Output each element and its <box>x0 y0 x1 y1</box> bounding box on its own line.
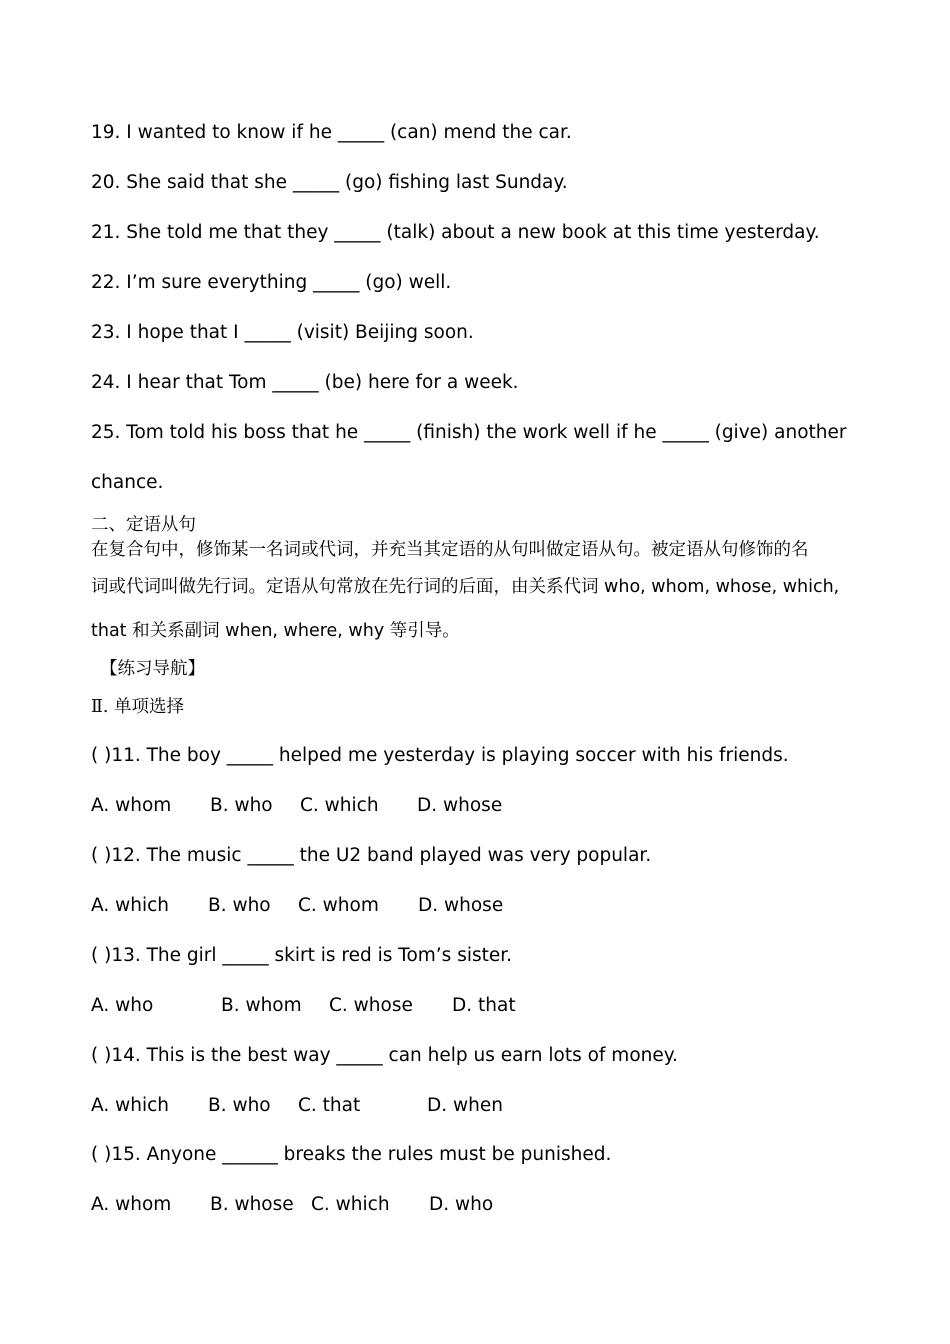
option-b: B. who <box>210 795 273 816</box>
exercise-item-19: 19. I wanted to know if he _____ (can) mend the car. <box>91 122 572 143</box>
question-13-options <box>91 993 516 1019</box>
question-13-stem: ( )13. The girl _____ skirt is red is Tom’s sister. <box>91 945 513 966</box>
intro-paragraph-line-3: that 和关系副词 when, where, why 等引导。 <box>91 621 460 641</box>
option-c: C. whose <box>329 995 413 1016</box>
multiple-choice-title: Ⅱ. 单项选择 <box>91 697 185 717</box>
option-d: D. when <box>427 1095 503 1116</box>
question-11-options <box>91 793 502 819</box>
option-a: A. which <box>91 1095 169 1116</box>
question-12-options <box>91 893 503 919</box>
option-b: B. who <box>208 895 271 916</box>
option-b: B. whom <box>221 995 302 1016</box>
practice-nav-label: 【练习导航】 <box>100 659 205 679</box>
option-b: B. whose <box>210 1194 294 1215</box>
question-12-stem: ( )12. The music _____ the U2 band played was very popular. <box>91 845 652 866</box>
section-heading: 二、定语从句 <box>91 515 196 535</box>
exercise-item-22: 22. I’m sure everything _____ (go) well. <box>91 272 452 293</box>
question-15-options <box>91 1192 493 1218</box>
option-c: C. whom <box>298 895 379 916</box>
question-11-stem: ( )11. The boy _____ helped me yesterday is playing soccer with his friends. <box>91 745 789 766</box>
question-15-stem: ( )15. Anyone ______ breaks the rules must be punished. <box>91 1144 612 1165</box>
option-d: D. whose <box>417 795 503 816</box>
intro-paragraph-line-1: 在复合句中，修饰某一名词或代词，并充当其定语的从句叫做定语从句。被定语从句修饰的名 <box>91 540 809 560</box>
option-a: A. whom <box>91 1194 172 1215</box>
option-c: C. that <box>298 1095 361 1116</box>
option-c: C. which <box>311 1194 390 1215</box>
question-14-stem: ( )14. This is the best way _____ can help us earn lots of money. <box>91 1045 678 1066</box>
intro-paragraph-line-2: 词或代词叫做先行词。定语从句常放在先行词的后面，由关系代词 who, whom, whose, which, <box>91 577 840 597</box>
option-a: A. whom <box>91 795 172 816</box>
question-14-options <box>91 1093 503 1119</box>
exercise-item-23: 23. I hope that I _____ (visit) Beijing soon. <box>91 322 474 343</box>
exercise-item-21: 21. She told me that they _____ (talk) about a new book at this time yesterday. <box>91 222 820 243</box>
option-c: C. which <box>300 795 379 816</box>
exercise-item-25-continued: chance. <box>91 472 164 493</box>
option-a: A. who <box>91 995 154 1016</box>
exercise-item-20: 20. She said that she _____ (go) fishing last Sunday. <box>91 172 568 193</box>
option-d: D. who <box>429 1194 494 1215</box>
option-d: D. that <box>452 995 516 1016</box>
exercise-item-25: 25. Tom told his boss that he _____ (finish) the work well if he _____ (give) another <box>91 422 847 443</box>
option-b: B. who <box>208 1095 271 1116</box>
exercise-item-24: 24. I hear that Tom _____ (be) here for a week. <box>91 372 519 393</box>
option-d: D. whose <box>418 895 504 916</box>
option-a: A. which <box>91 895 169 916</box>
